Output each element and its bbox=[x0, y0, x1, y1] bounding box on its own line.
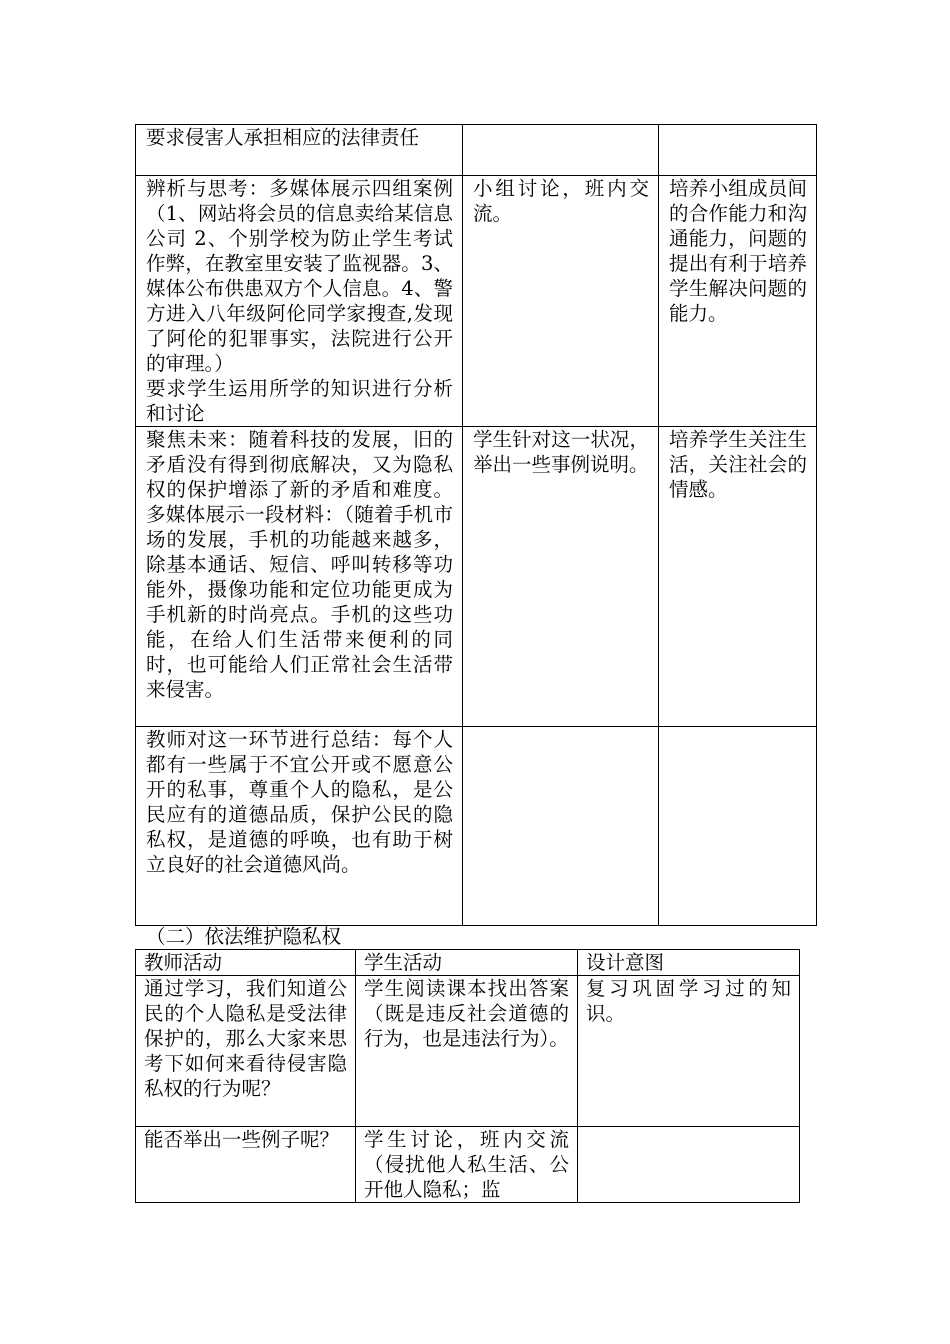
table-row bbox=[136, 125, 817, 176]
lesson-table-part2 bbox=[135, 949, 800, 1203]
cell-text: 辨析与思考：多媒体展示四组案例（1、网站将会员的信息卖给某信息公司 2、个别学校为防止学生考试作弊，在教室里安装了监视器。3、媒体公布供患双方个人信息。4、警方进入八年级阿伦同学家搜查,发现了阿伦的犯罪事实，法院进行公开的审理。） bbox=[146, 177, 453, 375]
student-activity-cell bbox=[463, 727, 659, 926]
teacher-activity-cell bbox=[136, 727, 463, 926]
student-activity-cell: 学生阅读课本找出答案（既是违反社会道德的行为，也是违法行为）。 bbox=[356, 976, 578, 1127]
design-intent-cell bbox=[659, 125, 817, 176]
teacher-activity-cell bbox=[136, 427, 463, 727]
lesson-table-part1 bbox=[135, 124, 817, 926]
student-activity-cell bbox=[463, 125, 659, 176]
table-row bbox=[136, 427, 817, 727]
design-intent-cell bbox=[659, 727, 817, 926]
student-activity-cell: 学生针对这一状况，举出一些事例说明。 bbox=[463, 427, 659, 727]
table-row bbox=[136, 727, 817, 926]
design-intent-cell: 培养学生关注生活，关注社会的情感。 bbox=[659, 427, 817, 727]
table-row bbox=[136, 1127, 800, 1203]
teacher-activity-cell bbox=[136, 176, 463, 427]
design-intent-cell: 培养小组成员间的合作能力和沟通能力，问题的提出有利于培养学生解决问题的能力。 bbox=[659, 176, 817, 427]
cell-text: 教师对这一环节进行总结：每个人都有一些属于不宜公开或不愿意公开的私事，尊重个人的隐私，是公民应有的道德品质，保护公民的隐私权，是道德的呼唤，也有助于树立良好的社会道德风尚。 bbox=[146, 728, 453, 876]
header-student-activity: 学生活动 bbox=[356, 950, 578, 976]
cell-text: 要求学生运用所学的知识进行分析和讨论 bbox=[146, 377, 453, 425]
student-activity-cell: 小组讨论，班内交流。 bbox=[463, 176, 659, 427]
design-intent-cell bbox=[578, 1127, 800, 1203]
header-teacher-activity: 教师活动 bbox=[136, 950, 356, 976]
teacher-activity-cell bbox=[136, 125, 463, 176]
cell-text: 聚焦未来：随着科技的发展，旧的矛盾没有得到彻底解决，又为隐私权的保护增添了新的矛盾和难度。多媒体展示一段材料：（随着手机市场的发展，手机的功能越来越多，除基本通话、短信、呼叫转移等功能外，摄像功能和定位功能更成为手机新的时尚亮点。手机的这些功能，在给人们生活带来便利的同时，也可能给人们正常社会生活带来侵害。 bbox=[146, 428, 453, 701]
table-header-row bbox=[136, 950, 800, 976]
cell-text: 要求侵害人承担相应的法律责任 bbox=[146, 126, 420, 149]
design-intent-cell: 复习巩固学习过的知识。 bbox=[578, 976, 800, 1127]
teacher-activity-cell: 通过学习，我们知道公民的个人隐私是受法律保护的，那么大家来思考下如何来看待侵害隐私权的行为呢？ bbox=[136, 976, 356, 1127]
section-title: （二）依法维护隐私权 bbox=[146, 925, 342, 948]
table-row bbox=[136, 976, 800, 1127]
student-activity-cell: 学生讨论，班内交流（侵扰他人私生活、公开他人隐私；监 bbox=[356, 1127, 578, 1203]
table-row bbox=[136, 176, 817, 427]
teacher-activity-cell: 能否举出一些例子呢？ bbox=[136, 1127, 356, 1203]
header-design-intent: 设计意图 bbox=[578, 950, 800, 976]
